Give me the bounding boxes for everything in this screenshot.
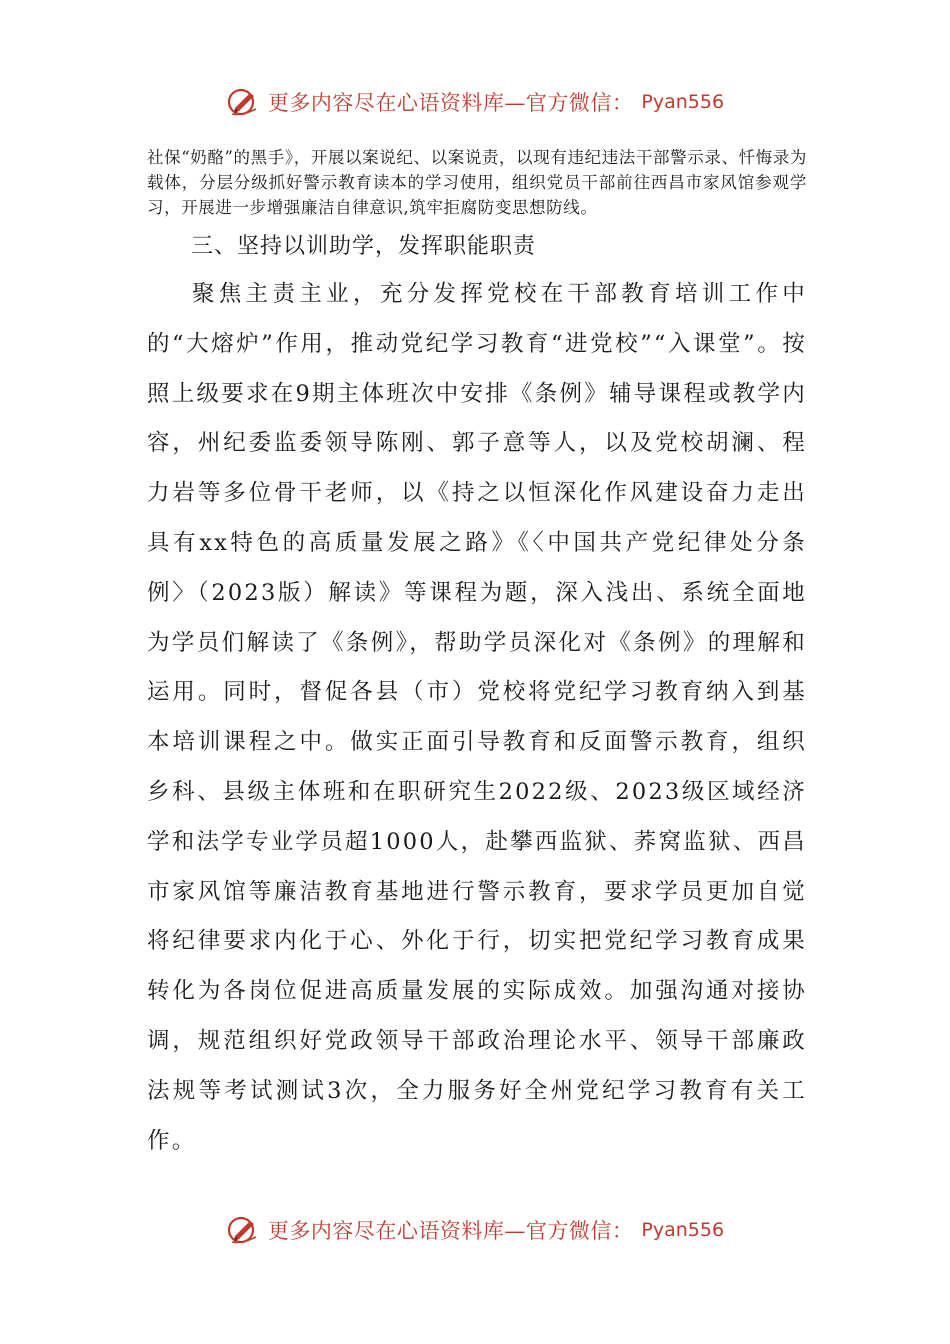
banner-contact: Pyan556 xyxy=(641,1219,725,1241)
section-paragraph: 聚焦主责主业，充分发挥党校在干部教育培训工作中的“大熔炉”作用，推动党纪学习教育“进党校”“入课堂”。按照上级要求在9期主体班次中安排《条例》辅导课程或教学内容，州纪委监委领导陈刚、郭子意等人，以及党校胡澜、程力岩等多位骨干老师，以《持之以恒深化作风建设奋力走出具有xx特色的高质量发展之路》《〈中国共产党纪律处分条例〉（2023版）解读》等课程为题，深入浅出、系统全面地为学员们解读了《条例》，帮助学员深化对《条例》的理解和运用。同时，督促各县（市）党校将党纪学习教育纳入到基本培训课程之中。做实正面引导教育和反面警示教育，组织乡科、县级主体班和在职研究生2022级、2023级区域经济学和法学专业学员超1000人，赴攀西监狱、荞窝监狱、西昌市家风馆等廉洁教育基地进行警示教育，要求学员更加自觉将纪律要求内化于心、外化于行，切实把党纪学习教育成果转化为各岗位促进高质量发展的实际成效。加强沟通对接协调，规范组织好党政领导干部政治理论水平、领导干部廉政法规等考试测试3次，全力服务好全州党纪学习教育有关工作。 xyxy=(147,281,807,1154)
banner-text: 更多内容尽在心语资料库—官方微信： xyxy=(267,91,634,115)
banner-text: 更多内容尽在心语资料库—官方微信： xyxy=(267,1219,634,1243)
section-heading: 三、坚持以训助学，发挥职能职责 xyxy=(191,234,537,259)
pen-in-circle-logo-icon xyxy=(226,85,260,119)
header-banner xyxy=(0,80,950,124)
banner-contact: Pyan556 xyxy=(641,91,725,113)
footer-banner xyxy=(0,1208,950,1252)
document-body xyxy=(147,145,807,1166)
intro-paragraph: 社保“奶酪”的黑手》，开展以案说纪、以案说责，以现有违纪违法干部警示录、忏悔录为载体，分层分级抓好警示教育读本的学习使用，组织党员干部前往西昌市家风馆参观学习，开展进一步增强廉洁自律意识,筑牢拒腐防变思想防线。 xyxy=(147,148,807,217)
pen-in-circle-logo-icon xyxy=(226,1213,260,1247)
